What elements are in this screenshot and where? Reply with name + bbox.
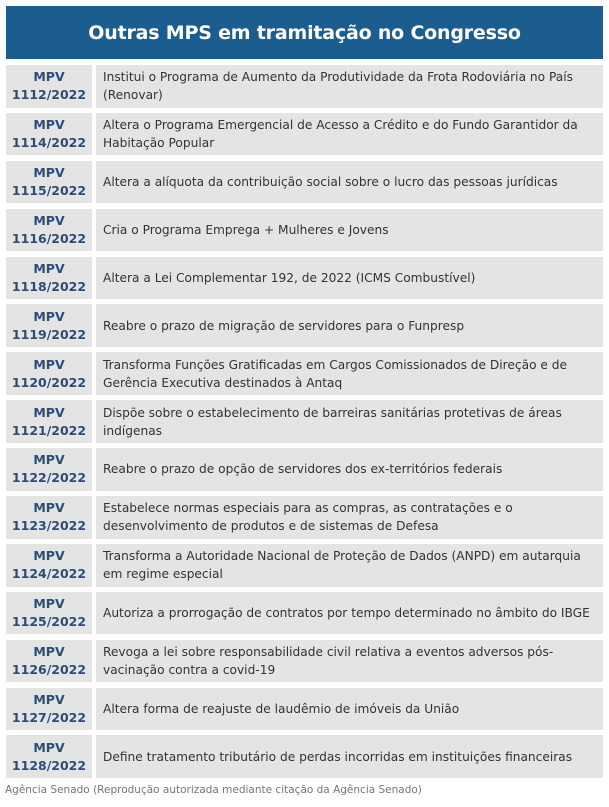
- mp-code-prefix: MPV: [33, 548, 65, 564]
- mp-code: [6, 544, 92, 587]
- mp-description: Define tratamento tributário de perdas incorridas em instituições financeiras: [96, 735, 603, 778]
- mp-code-prefix: MPV: [33, 452, 65, 468]
- mp-code: [6, 735, 92, 778]
- table-row: [6, 400, 603, 443]
- table-row: [6, 304, 603, 347]
- mp-code: [6, 352, 92, 395]
- table-row: [6, 448, 603, 491]
- table-row: [6, 688, 603, 731]
- mp-code-prefix: MPV: [33, 643, 65, 659]
- mp-code-prefix: MPV: [33, 260, 65, 276]
- mp-description: Altera a alíquota da contribuição social sobre o lucro das pessoas jurídicas: [96, 161, 603, 204]
- mp-code: [6, 65, 92, 108]
- mp-description: Cria o Programa Emprega + Mulheres e Jovens: [96, 209, 603, 252]
- infographic: [6, 6, 603, 783]
- mp-table: [6, 65, 603, 778]
- mp-code-number: 1116/2022: [11, 230, 87, 246]
- mp-code-number: 1128/2022: [11, 757, 87, 773]
- mp-code: [6, 400, 92, 443]
- table-row: [6, 257, 603, 300]
- mp-code-number: 1118/2022: [11, 278, 87, 294]
- mp-description: Estabelece normas especiais para as compras, as contratações e o desenvolvimento de produtos e de sistemas de Defesa: [96, 496, 603, 539]
- mp-code-prefix: MPV: [33, 212, 65, 228]
- table-row: [6, 209, 603, 252]
- mp-code-prefix: MPV: [33, 404, 65, 420]
- mp-code-prefix: MPV: [33, 308, 65, 324]
- table-row: [6, 592, 603, 635]
- mp-code-prefix: MPV: [33, 69, 65, 85]
- mp-description: Revoga a lei sobre responsabilidade civil relativa a eventos adversos pós-vacinação contra a covid-19: [96, 640, 603, 683]
- page-title: Outras MPS em tramitação no Congresso: [6, 6, 603, 59]
- mp-description: Institui o Programa de Aumento da Produtividade da Frota Rodoviária no País (Renovar): [96, 65, 603, 108]
- mp-code-number: 1123/2022: [11, 518, 87, 534]
- mp-code: [6, 592, 92, 635]
- mp-description: Altera o Programa Emergencial de Acesso a Crédito e do Fundo Garantidor da Habitação Popular: [96, 113, 603, 156]
- mp-code: [6, 448, 92, 491]
- mp-description: Altera forma de reajuste de laudêmio de imóveis da União: [96, 688, 603, 731]
- mp-code: [6, 640, 92, 683]
- mp-code-prefix: MPV: [33, 500, 65, 516]
- table-row: [6, 65, 603, 108]
- mp-code: [6, 209, 92, 252]
- mp-code-number: 1119/2022: [11, 326, 87, 342]
- mp-description: Altera a Lei Complementar 192, de 2022 (ICMS Combustível): [96, 257, 603, 300]
- table-row: [6, 496, 603, 539]
- table-row: [6, 113, 603, 156]
- mp-code-number: 1120/2022: [11, 374, 87, 390]
- credit-line: Agência Senado (Reprodução autorizada mediante citação da Agência Senado): [5, 784, 422, 796]
- mp-description: Reabre o prazo de opção de servidores dos ex-territórios federais: [96, 448, 603, 491]
- mp-code: [6, 688, 92, 731]
- mp-code: [6, 496, 92, 539]
- mp-code-number: 1115/2022: [11, 183, 87, 199]
- mp-code: [6, 113, 92, 156]
- mp-code-number: 1127/2022: [11, 709, 87, 725]
- mp-description: Transforma Funções Gratificadas em Cargos Comissionados de Direção e de Gerência Executiva destinados à Antaq: [96, 352, 603, 395]
- mp-description: Autoriza a prorrogação de contratos por tempo determinado no âmbito do IBGE: [96, 592, 603, 635]
- mp-description: Transforma a Autoridade Nacional de Proteção de Dados (ANPD) em autarquia em regime especial: [96, 544, 603, 587]
- table-row: [6, 544, 603, 587]
- mp-code-number: 1121/2022: [11, 422, 87, 438]
- mp-code: [6, 304, 92, 347]
- mp-code-number: 1112/2022: [11, 87, 87, 103]
- mp-code-number: 1114/2022: [11, 135, 87, 151]
- mp-code-number: 1126/2022: [11, 661, 87, 677]
- mp-code-number: 1122/2022: [11, 470, 87, 486]
- mp-code-number: 1125/2022: [11, 614, 87, 630]
- table-row: [6, 352, 603, 395]
- mp-code-prefix: MPV: [33, 739, 65, 755]
- table-row: [6, 640, 603, 683]
- mp-code: [6, 161, 92, 204]
- table-row: [6, 161, 603, 204]
- mp-code-prefix: MPV: [33, 165, 65, 181]
- mp-code-prefix: MPV: [33, 117, 65, 133]
- mp-code-prefix: MPV: [33, 691, 65, 707]
- table-row: [6, 735, 603, 778]
- mp-code-prefix: MPV: [33, 356, 65, 372]
- mp-description: Dispõe sobre o estabelecimento de barreiras sanitárias protetivas de áreas indígenas: [96, 400, 603, 443]
- mp-description: Reabre o prazo de migração de servidores para o Funpresp: [96, 304, 603, 347]
- mp-code-prefix: MPV: [33, 596, 65, 612]
- mp-code: [6, 257, 92, 300]
- mp-code-number: 1124/2022: [11, 566, 87, 582]
